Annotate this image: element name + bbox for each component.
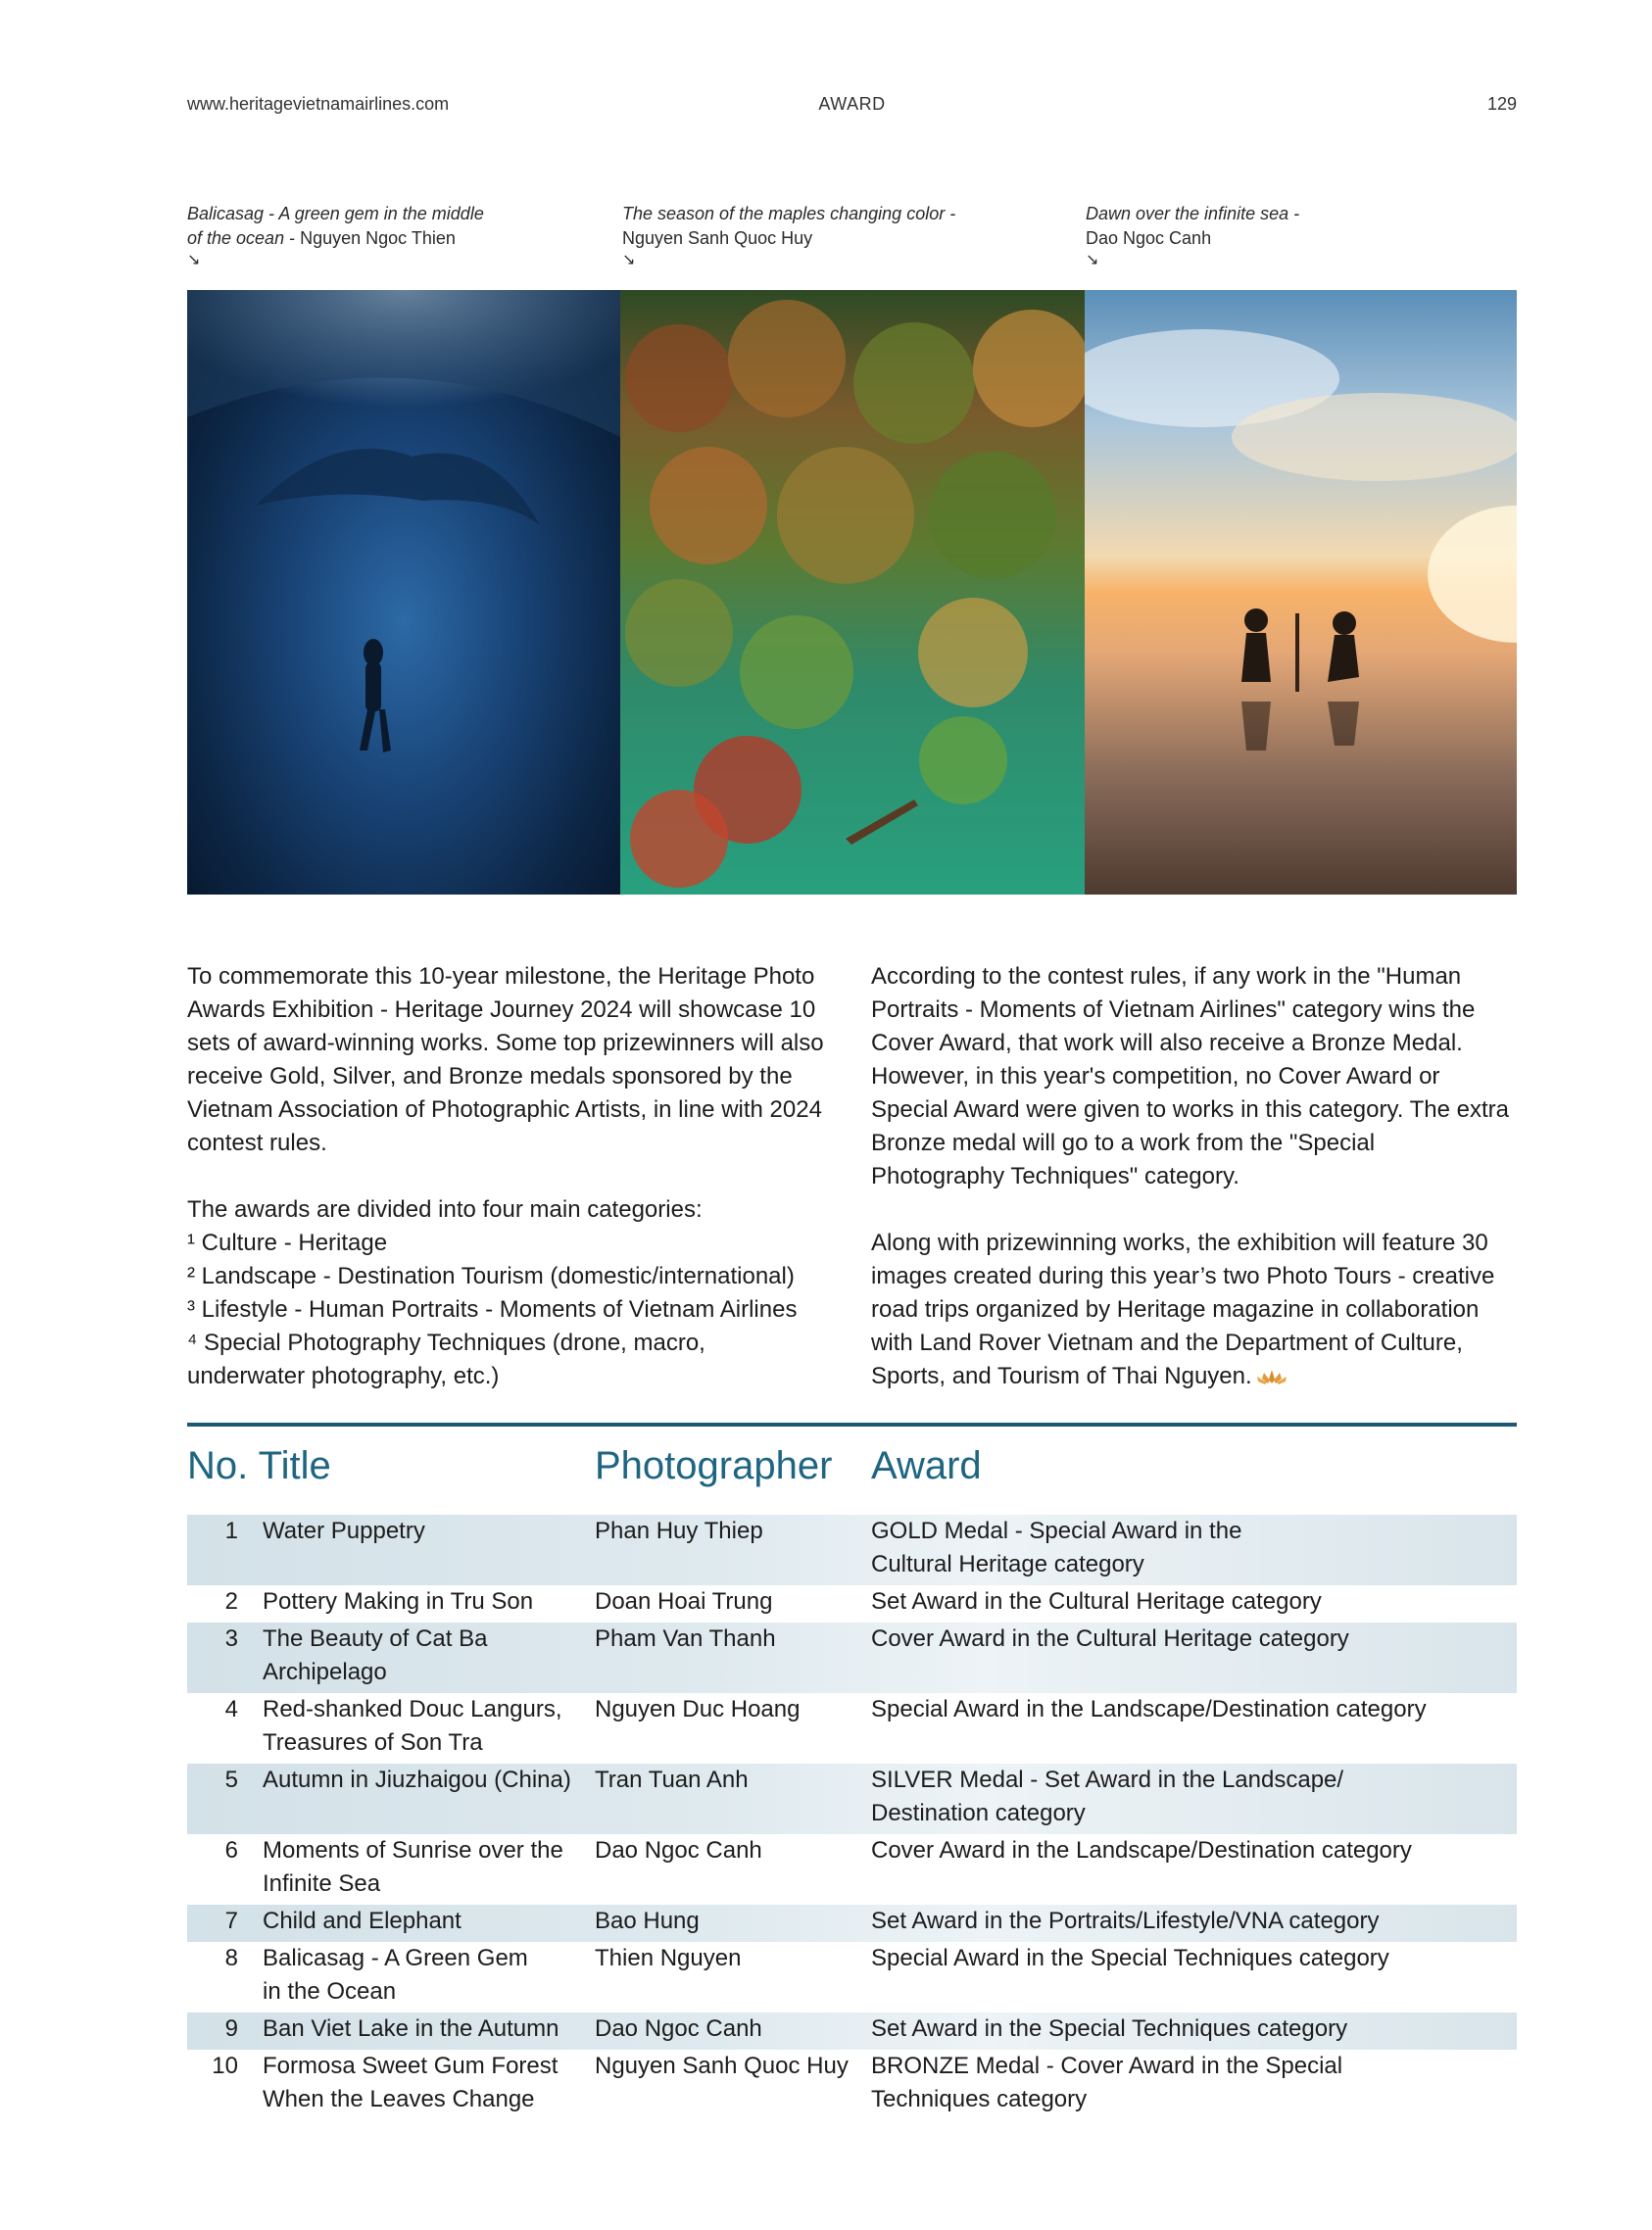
row-title: Formosa Sweet Gum Forest When the Leaves Change [263,2053,559,2112]
caption-title: The season of the maples changing color - [622,204,956,223]
caption-title: of the ocean [187,228,285,248]
caption-credit: Dao Ngoc Canh [1086,228,1212,248]
table-row [187,1905,1517,1942]
categories-intro: The awards are divided into four main categories: [187,1196,703,1223]
row-photographer: Tran Tuan Anh [595,1767,749,1793]
table-row [187,1942,1517,2012]
row-title: Autumn in Jiuzhaigou (China) [263,1767,571,1793]
row-award: BRONZE Medal - Cover Award in the Special Techniques category [871,2053,1343,2112]
website-url: www.heritagevietnamairlines.com [187,94,450,114]
category-item: ⁴ Special Photography Techniques (drone, macro, underwater photography, etc.) [187,1330,705,1389]
row-photographer: Nguyen Sanh Quoc Huy [595,2053,849,2079]
arrow-down-right-icon: ↘ [187,252,201,268]
photo-maple-forest-aerial [620,290,1085,895]
row-number: 8 [224,1945,238,1971]
row-photographer: Phan Huy Thiep [595,1518,763,1544]
row-title: The Beauty of Cat Ba Archipelago [263,1625,488,1685]
category-item: ² Landscape - Destination Tourism (domestic/international) [187,1263,795,1289]
row-photographer: Pham Van Thanh [595,1625,776,1652]
row-photographer: Dao Ngoc Canh [595,1837,762,1864]
row-award: Set Award in the Portraits/Lifestyle/VNA category [871,1908,1380,1934]
lotus-end-icon [1256,1368,1288,1385]
table-row [187,1834,1517,1905]
row-title: Moments of Sunrise over the Infinite Sea [263,1837,563,1897]
table-row [187,2012,1517,2050]
caption-photo-3 [1086,202,1497,270]
row-award: Special Award in the Landscape/Destination category [871,1696,1427,1722]
caption-title: Dawn over the infinite sea - [1086,204,1300,223]
table-top-rule [187,1423,1517,1427]
paragraph: Along with prizewinning works, the exhibition will feature 30 images created during this year’s two Photo Tours - creative road trips organized by Heritage magazine in collaboration with Land Rover Vietnam and the Department of Culture, Sports, and Tourism of Thai Nguyen. [871,1230,1495,1389]
arrow-down-right-icon: ↘ [622,252,636,268]
arrow-down-right-icon: ↘ [1086,252,1099,268]
header-no-title: No. Title [187,1444,331,1487]
row-title: Balicasag - A Green Gem in the Ocean [263,1945,528,2005]
table-row [187,1764,1517,1834]
row-award: Set Award in the Special Techniques category [871,2015,1348,2042]
row-award: SILVER Medal - Set Award in the Landscape/ Destination category [871,1767,1344,1826]
row-number: 2 [224,1588,238,1615]
row-award: Cover Award in the Landscape/Destination category [871,1837,1412,1864]
row-number: 4 [224,1696,238,1722]
row-number: 5 [224,1767,238,1793]
row-number: 9 [224,2015,238,2042]
table-row [187,1623,1517,1693]
caption-credit: Nguyen Sanh Quoc Huy [622,228,813,248]
article-column-right [871,960,1513,1393]
row-award: Set Award in the Cultural Heritage category [871,1588,1322,1615]
table-row [187,2050,1517,2120]
row-photographer: Thien Nguyen [595,1945,742,1971]
row-title: Red-shanked Douc Langurs, Treasures of Son Tra [263,1696,562,1756]
photo-strip [187,290,1517,895]
row-award: GOLD Medal - Special Award in the Cultural Heritage category [871,1518,1242,1577]
paragraph: According to the contest rules, if any work in the "Human Portraits - Moments of Vietnam Airlines" category wins the Cover Award, that work will also receive a Bronze Medal. However, in this year's competition, no Cover Award or Special Award were given to works in this category. The extra Bronze medal will go to a work from the "Special Photography Techniques" category. [871,963,1509,1189]
caption-title: Balicasag - A green gem in the middle [187,204,484,223]
caption-credit: - Nguyen Ngoc Thien [284,228,456,248]
photo-underwater-sardines [187,290,620,895]
section-label: AWARD [818,94,886,114]
row-title: Child and Elephant [263,1908,462,1934]
row-number: 10 [212,2053,238,2079]
category-item: ¹ Culture - Heritage [187,1230,388,1256]
header-award: Award [871,1444,982,1487]
article-column-left [187,960,829,1393]
category-item: ³ Lifestyle - Human Portraits - Moments of Vietnam Airlines [187,1296,798,1323]
row-number: 3 [224,1625,238,1652]
row-title: Pottery Making in Tru Son [263,1588,534,1615]
row-photographer: Nguyen Duc Hoang [595,1696,801,1722]
table-row [187,1515,1517,1585]
awards-table-header [187,1444,1517,1503]
row-number: 6 [224,1837,238,1864]
caption-photo-2 [622,202,1034,270]
row-award: Special Award in the Special Techniques category [871,1945,1389,1971]
row-photographer: Doan Hoai Trung [595,1588,773,1615]
table-row [187,1585,1517,1623]
row-title: Ban Viet Lake in the Autumn [263,2015,559,2042]
header-photographer: Photographer [595,1444,833,1487]
caption-photo-1 [187,202,599,270]
photo-dawn-sea [1085,290,1517,895]
row-number: 1 [224,1518,238,1544]
paragraph: To commemorate this 10-year milestone, the Heritage Photo Awards Exhibition - Heritage Journey 2024 will showcase 10 sets of award-winning works. Some top prizewinners will also receive Gold, Silver, and Bronze medals sponsored by the Vietnam Association of Photographic Artists, in line with 2024 contest rules. [187,963,824,1156]
row-number: 7 [224,1908,238,1934]
row-photographer: Dao Ngoc Canh [595,2015,762,2042]
row-photographer: Bao Hung [595,1908,700,1934]
row-title: Water Puppetry [263,1518,425,1544]
awards-table-body [187,1515,1517,2120]
table-row [187,1693,1517,1764]
page-header [187,94,1517,121]
row-award: Cover Award in the Cultural Heritage category [871,1625,1349,1652]
page-number: 129 [1486,94,1517,114]
